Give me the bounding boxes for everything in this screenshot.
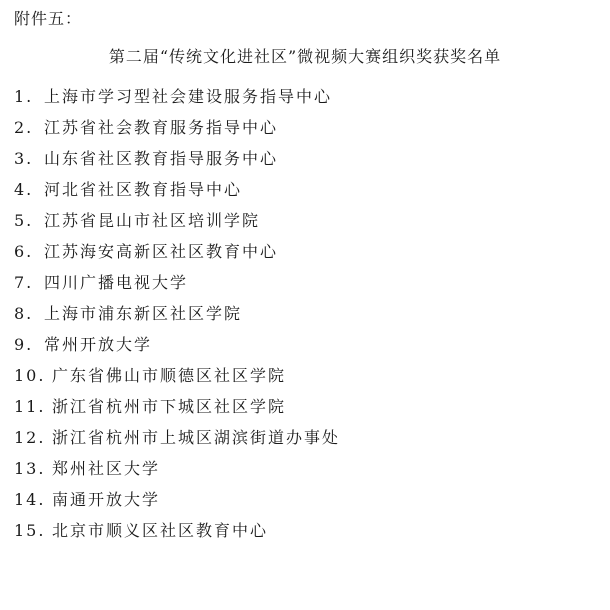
- award-number: 9.: [14, 335, 34, 354]
- award-recipient: 南通开放大学: [52, 490, 161, 509]
- award-recipient: 上海市浦东新区社区学院: [44, 304, 243, 323]
- award-recipient: 江苏省昆山市社区培训学院: [44, 211, 261, 230]
- award-number: 3.: [14, 149, 34, 168]
- award-recipient: 河北省社区教育指导中心: [44, 180, 243, 199]
- award-number: 7.: [14, 273, 34, 292]
- award-recipient: 浙江省杭州市上城区湖滨街道办事处: [52, 428, 341, 447]
- award-list-item: [14, 396, 340, 427]
- award-recipient: 江苏海安高新区社区教育中心: [44, 242, 279, 261]
- award-number: 12.: [14, 428, 46, 447]
- award-list-item: [14, 303, 340, 334]
- award-recipient: 常州开放大学: [44, 335, 153, 354]
- award-list-item: [14, 272, 340, 303]
- award-recipient: 四川广播电视大学: [44, 273, 189, 292]
- award-number: 15.: [14, 521, 46, 540]
- award-number: 4.: [14, 180, 34, 199]
- award-list-item: [14, 179, 340, 210]
- award-number: 14.: [14, 490, 46, 509]
- award-list-item: [14, 427, 340, 458]
- award-recipient: 北京市顺义区社区教育中心: [52, 521, 269, 540]
- award-list-item: [14, 458, 340, 489]
- award-recipient: 山东省社区教育指导服务中心: [44, 149, 279, 168]
- award-list-item: [14, 241, 340, 272]
- award-number: 1.: [14, 87, 34, 106]
- award-number: 10.: [14, 366, 46, 385]
- award-list-item: [14, 117, 340, 148]
- award-list-item: [14, 210, 340, 241]
- award-recipient: 广东省佛山市顺德区社区学院: [52, 366, 287, 385]
- award-recipient: 上海市学习型社会建设服务指导中心: [44, 87, 333, 106]
- award-number: 6.: [14, 242, 34, 261]
- award-list-item: [14, 489, 340, 520]
- award-list-item: [14, 365, 340, 396]
- award-number: 13.: [14, 459, 46, 478]
- attachment-label: 附件五：: [14, 9, 83, 28]
- award-list-item: [14, 148, 340, 179]
- document-title: 第二届“传统文化进社区”微视频大赛组织奖获奖名单: [108, 47, 502, 66]
- award-list-item: [14, 334, 340, 365]
- award-number: 11.: [14, 397, 46, 416]
- award-number: 8.: [14, 304, 34, 323]
- award-list-item: [14, 520, 340, 551]
- award-number: 5.: [14, 211, 34, 230]
- award-recipient: 江苏省社会教育服务指导中心: [44, 118, 279, 137]
- award-number: 2.: [14, 118, 34, 137]
- award-recipient: 郑州社区大学: [52, 459, 161, 478]
- award-list-item: [14, 86, 340, 117]
- award-list: [14, 86, 340, 551]
- award-recipient: 浙江省杭州市下城区社区学院: [52, 397, 287, 416]
